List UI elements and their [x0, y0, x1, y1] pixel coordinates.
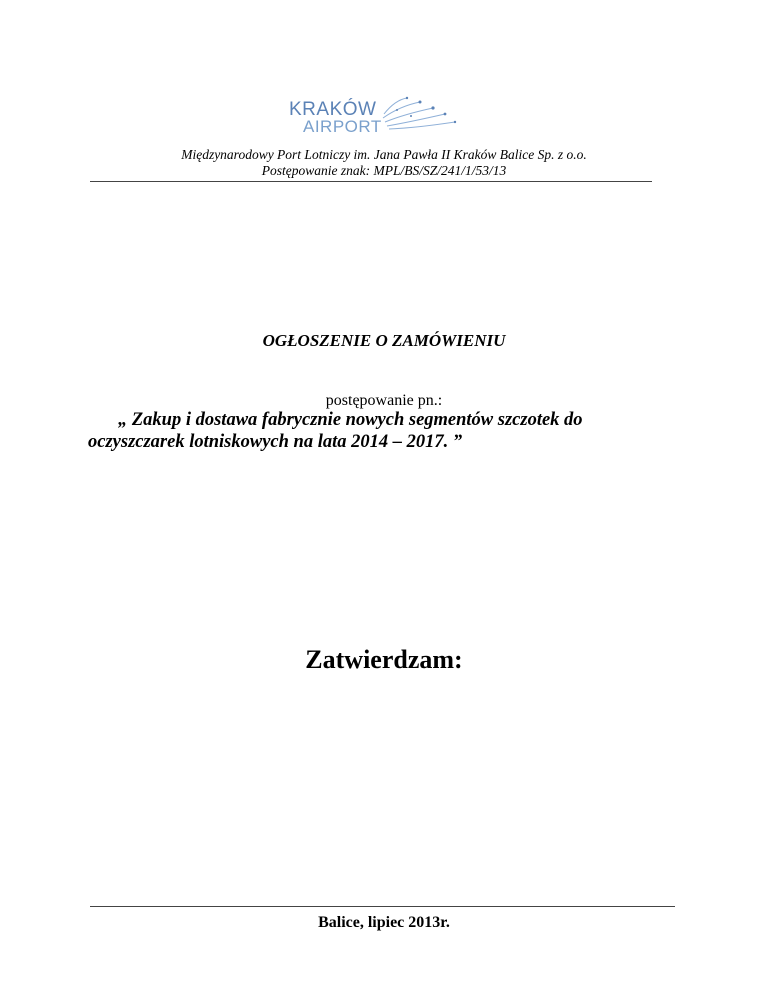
procedure-name-line2: oczyszczarek lotniskowych na lata 2014 – 2017. ”: [88, 432, 463, 452]
footer-divider: [90, 906, 675, 907]
dandelion-seeds-icon: [285, 96, 465, 138]
header-company-name: Międzynarodowy Port Lotniczy im. Jana Pawła II Kraków Balice Sp. z o.o.: [181, 147, 587, 162]
header-procedure-reference: Postępowanie znak: MPL/BS/SZ/241/1/53/13: [261, 163, 507, 178]
procedure-label: postępowanie pn.:: [325, 392, 443, 409]
krakow-airport-logo: [285, 96, 465, 138]
procedure-name-line1: „ Zakup i dostawa fabrycznie nowych segmentów szczotek do: [118, 410, 583, 430]
footer-place-date: Balice, lipiec 2013r.: [318, 914, 450, 931]
document-title: OGŁOSZENIE O ZAMÓWIENIU: [262, 331, 506, 350]
logo-text-airport: AIRPORT: [303, 117, 382, 136]
logo-text-krakow: KRAKÓW: [289, 99, 377, 120]
approval-heading: Zatwierdzam:: [305, 645, 463, 674]
procedure-name: [88, 409, 688, 453]
header-divider: [90, 181, 652, 182]
